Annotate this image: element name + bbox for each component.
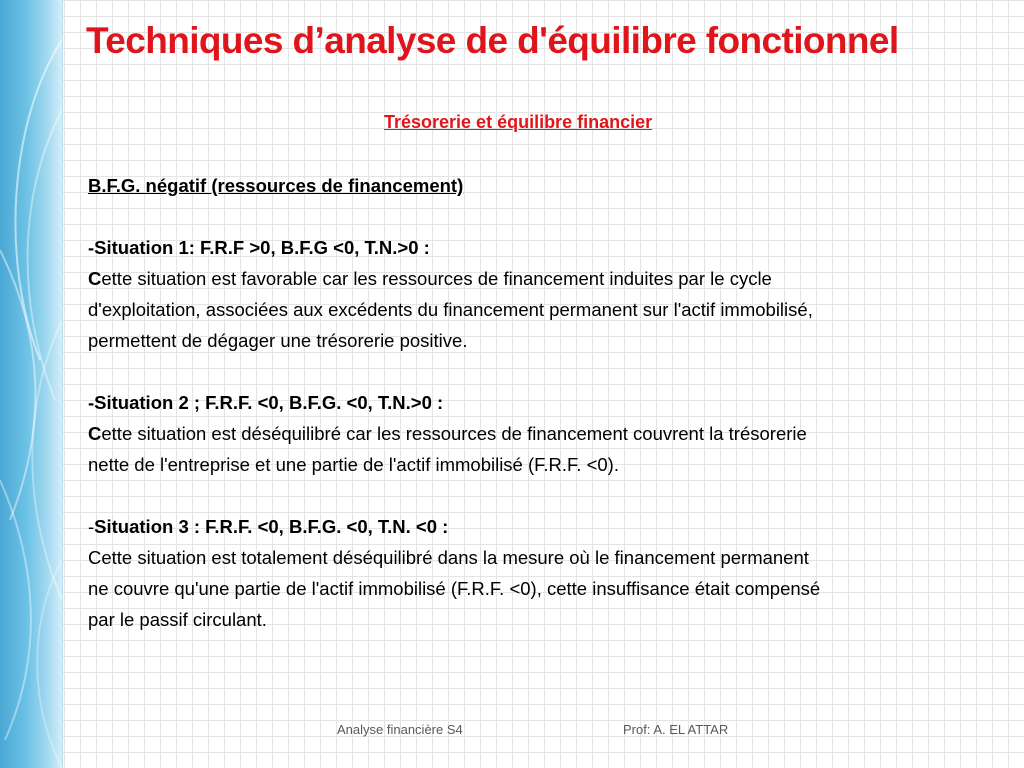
slide-title: Techniques d’analyse de d'équilibre fonctionnel (86, 20, 899, 61)
situation-3-title: Situation 3 : F.R.F. <0, B.F.G. <0, T.N. <0 : (94, 516, 449, 537)
situation-1-title: Situation 1: F.R.F >0, B.F.G <0, T.N.>0 : (94, 237, 430, 258)
situation-3-line-1: Cette situation est totalement déséquilibré dans la mesure où le financement permanent (88, 547, 809, 568)
situation-3-heading (88, 511, 1018, 542)
situation-1-first-letter: C (88, 268, 102, 289)
spacer (88, 201, 1018, 232)
slide-subtitle: Trésorerie et équilibre financier (384, 112, 653, 132)
situation-1-line-1-text: ette situation est favorable car les ressources de financement induites par le cycle (101, 268, 772, 289)
swirl-line (0, 250, 35, 520)
decorative-side-band (0, 0, 63, 768)
situation-1-prefix: - (88, 237, 95, 258)
swirl-line (15, 40, 62, 360)
footer-course: Analyse financière S4 (337, 722, 463, 737)
section-heading: B.F.G. négatif (ressources de financement) (88, 175, 464, 196)
situation-1-line-2: d'exploitation, associées aux excédents du financement permanent sur l'actif immobilisé, (88, 299, 813, 320)
spacer (88, 356, 1018, 387)
footer-author: Prof: A. EL ATTAR (623, 722, 729, 737)
swirl-line (32, 320, 62, 600)
situation-2-prefix: - (88, 392, 95, 413)
situation-1-heading (88, 232, 1018, 263)
swirl-line (0, 480, 31, 740)
situation-1-line-3: permettent de dégager une trésorerie positive. (88, 330, 468, 351)
situation-2-first-letter: C (88, 423, 102, 444)
situation-2-title: Situation 2 ; F.R.F. <0, B.F.G. <0, T.N.>0 : (94, 392, 444, 413)
swirl-decoration (0, 0, 62, 768)
situation-1-line-1 (88, 263, 1018, 294)
situation-3-line-2: ne couvre qu'une partie de l'actif immobilisé (F.R.F. <0), cette insuffisance était compensé (88, 578, 821, 599)
situation-2-line-1-text: ette situation est déséquilibré car les ressources de financement couvrent la trésorerie (101, 423, 807, 444)
situation-3-line-3: par le passif circulant. (88, 609, 267, 630)
spacer (88, 480, 1018, 511)
situation-2-line-1 (88, 418, 1018, 449)
situation-3-prefix: - (88, 516, 95, 537)
situation-2-heading (88, 387, 1018, 418)
situation-2-line-2: nette de l'entreprise et une partie de l'actif immobilisé (F.R.F. <0). (88, 454, 619, 475)
slide-body (88, 170, 1018, 635)
